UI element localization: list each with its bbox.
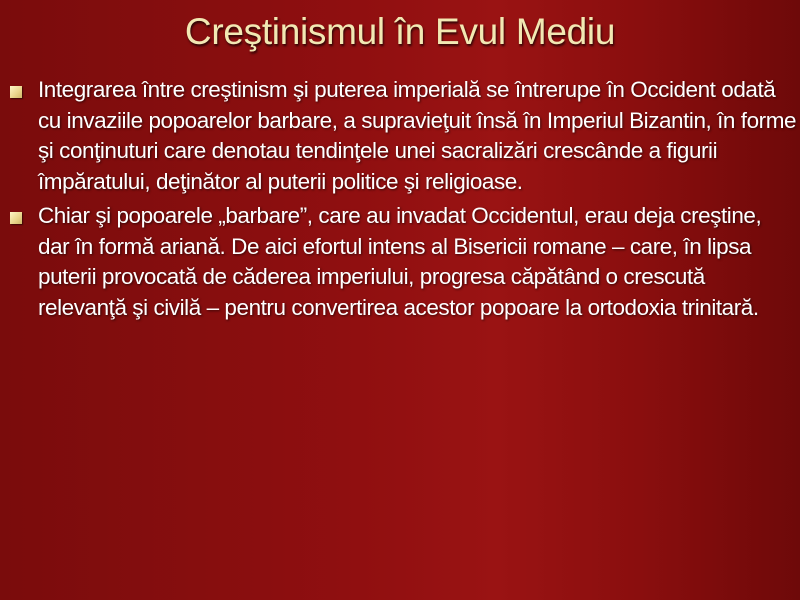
slide-title: Creştinismul în Evul Mediu	[184, 11, 616, 52]
bullet-item-1	[8, 75, 798, 197]
square-bullet-icon	[10, 212, 22, 224]
bullet-list	[8, 75, 798, 327]
bullet-text-1: Integrarea între creştinism şi puterea imperială se întrerupe în Occident odată cu invaziile popoarelor barbare, a supravieţuit însă în Imperiul Bizantin, în forme şi conţinuturi care denotau tendinţele unei sacralizări crescânde a figurii împăratului, deţinător al puterii politice şi religioase.	[38, 77, 797, 194]
bullet-text-2: Chiar şi popoarele „barbare”, care au invadat Occidentul, erau deja creştine, dar în formă ariană. De aici efortul intens al Bisericii romane – care, în lipsa puterii provocată de căderea imperiului, progresa căpătând o crescută relevanţă şi civilă – pentru convertirea acestor popoare la ortodoxia trinitară.	[38, 203, 762, 320]
bullet-item-2	[8, 201, 798, 323]
square-bullet-icon	[10, 86, 22, 98]
